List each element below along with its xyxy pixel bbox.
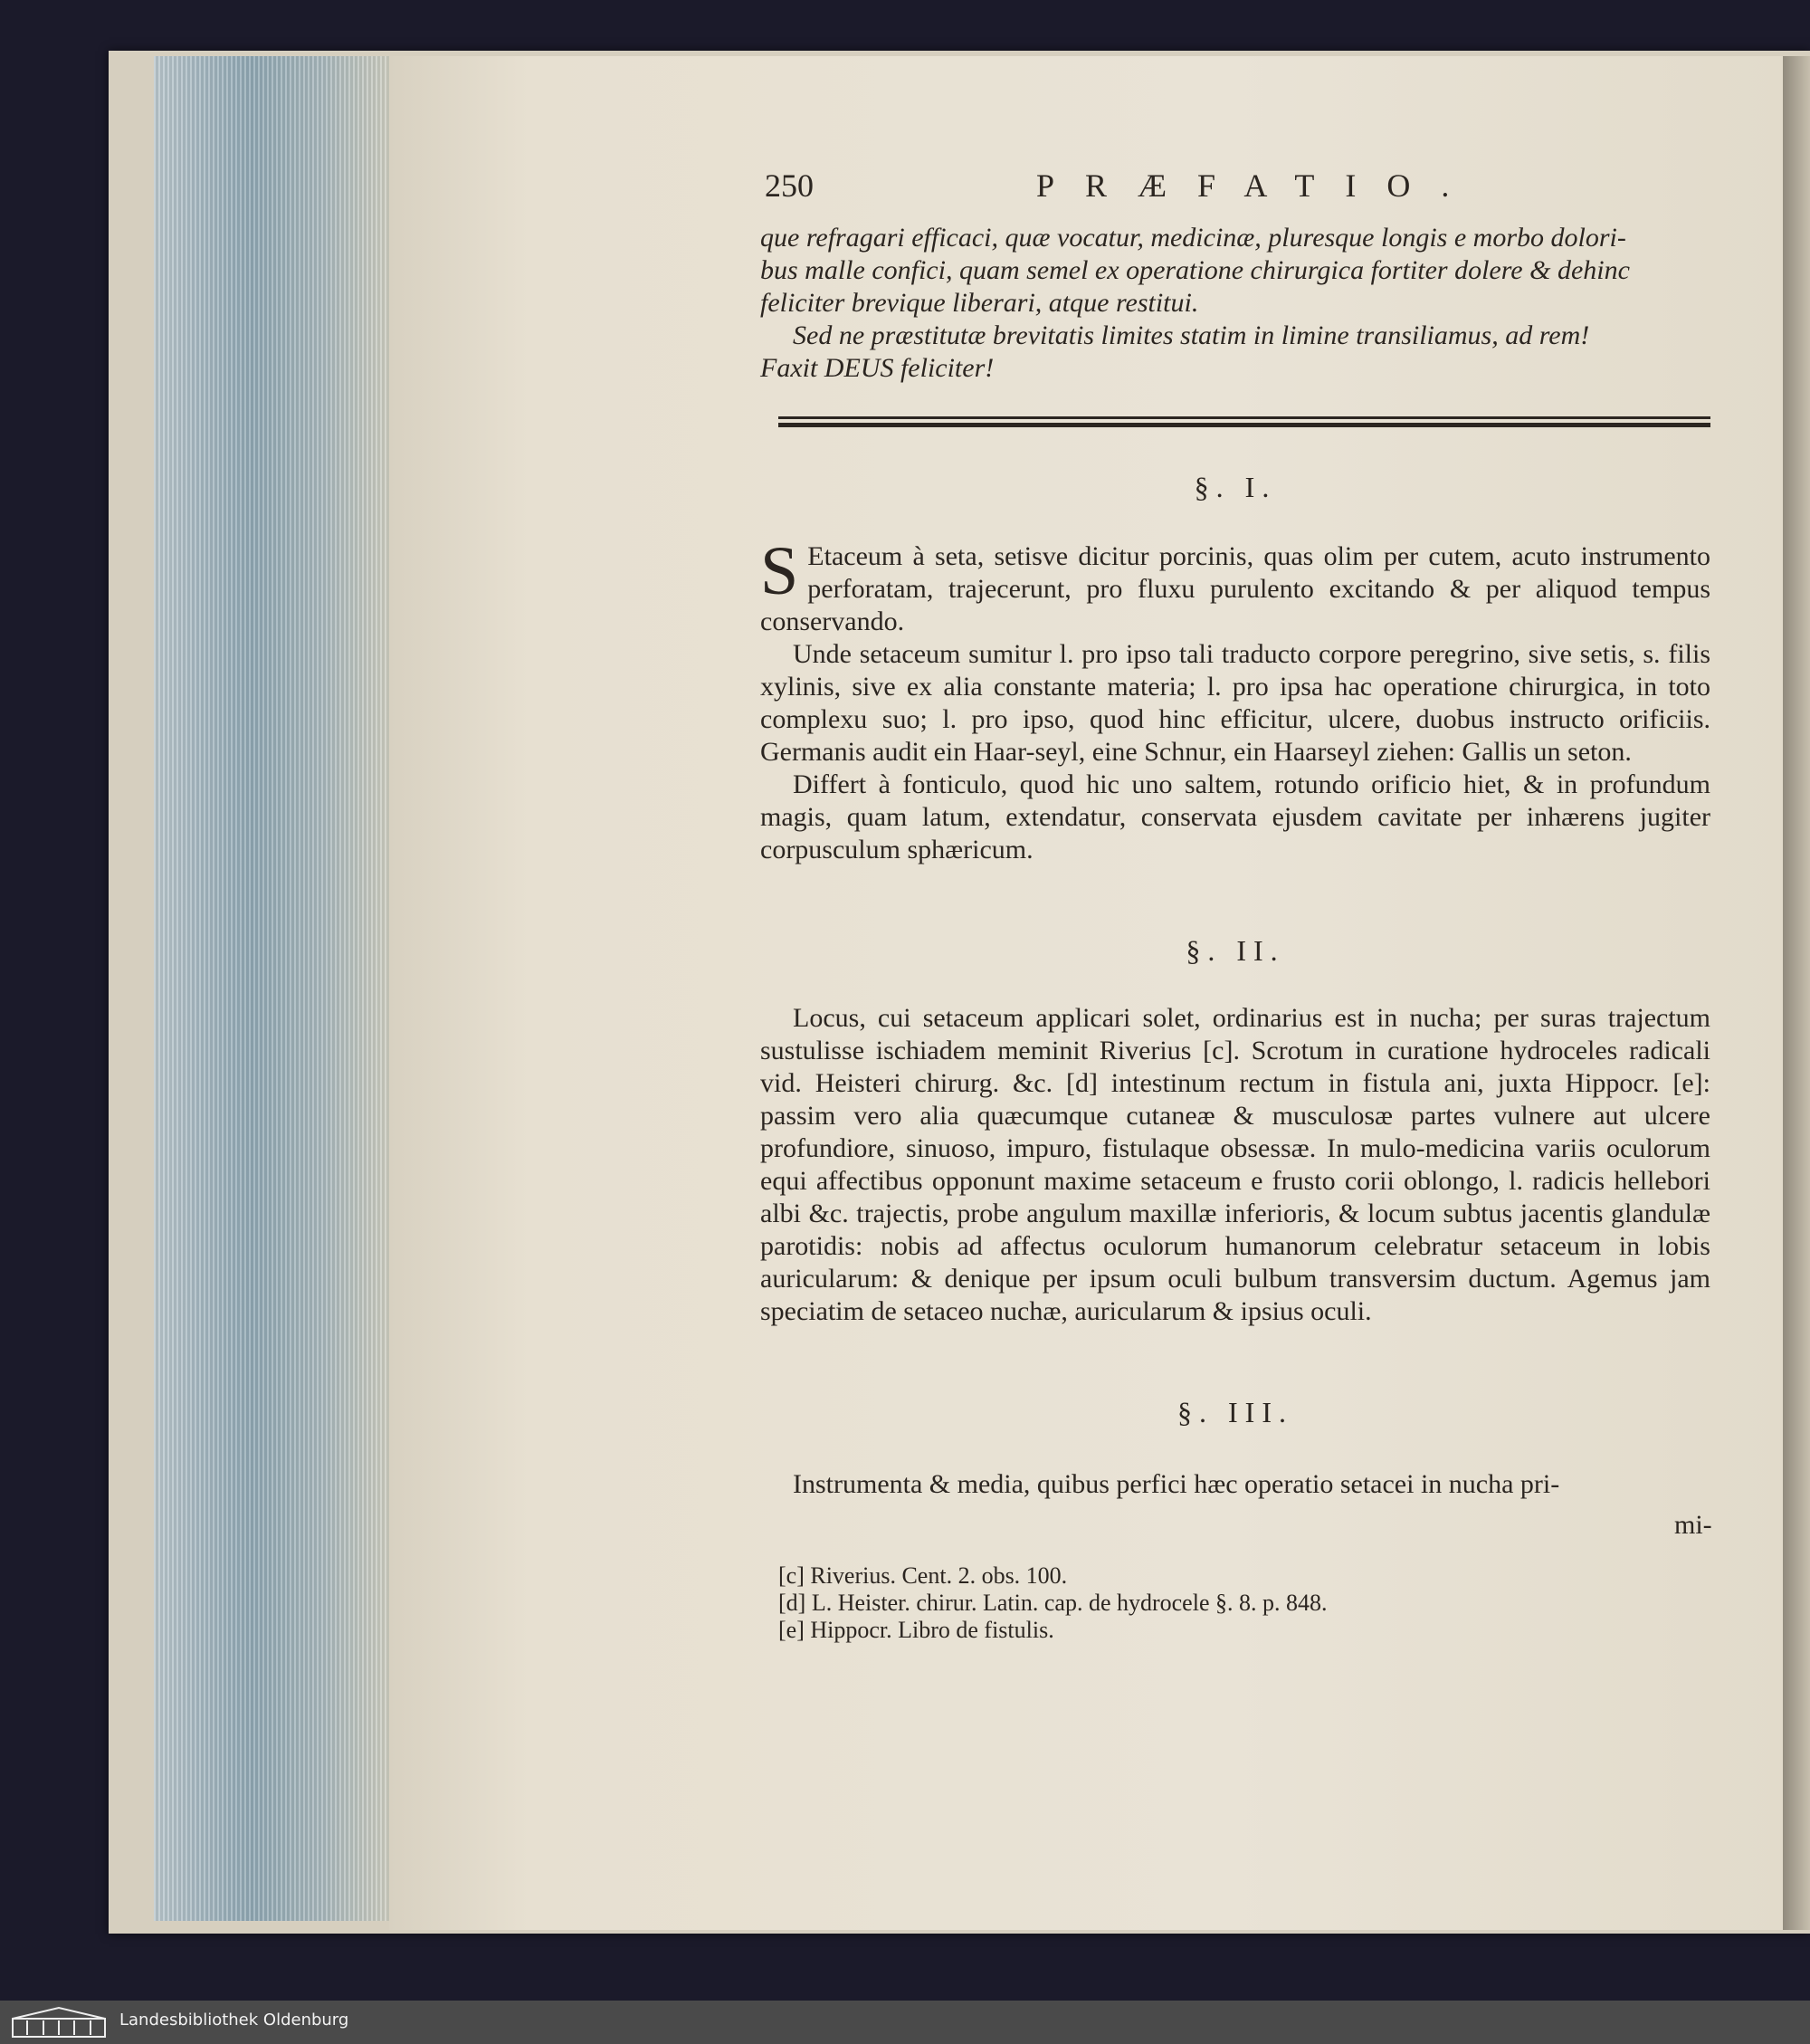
- divider-rule: [778, 416, 1710, 427]
- footer-bar: [0, 2001, 1810, 2044]
- paragraph: Differt à fonticulo, quod hic uno saltem, rotundo orificio hiet, & in profundum magis, quam latum, extendatur, conservata ejusdem cavitate per inhærens jugiter corpusculum sphæricum.: [760, 769, 1710, 864]
- paragraph: [760, 533, 1710, 638]
- book-spine: [1781, 56, 1810, 1930]
- library-name[interactable]: Landesbibliothek Oldenburg: [119, 2011, 349, 2030]
- paragraph: Instrumenta & media, quibus perfici hæc operatio setacei in nucha pri-: [793, 1469, 1560, 1499]
- intro-line: Faxit DEUS feliciter!: [760, 353, 995, 383]
- footnote: [c] Riverius. Cent. 2. obs. 100.: [778, 1562, 1068, 1589]
- section-heading-3: §. III.: [1177, 1396, 1293, 1428]
- intro-line: que refragari efficaci, quæ vocatur, medicinæ, pluresque longis e morbo dolori-: [760, 223, 1626, 253]
- intro-line: bus malle confici, quam semel ex operatione chirurgica fortiter dolere & dehinc: [760, 255, 1630, 285]
- footnote: [d] L. Heister. chirur. Latin. cap. de hydrocele §. 8. p. 848.: [778, 1590, 1328, 1616]
- page-header: [765, 167, 1670, 221]
- paragraph-text: Etaceum à seta, setisve dicitur porcinis, quas olim per cutem, acuto instrumento perforatam, trajecerunt, pro fluxu purulento excitando & per aliquod tempus conservando.: [760, 541, 1710, 636]
- section-heading-2: §. II.: [1186, 934, 1285, 967]
- section-2-body: [760, 1002, 1710, 1328]
- intro-line: feliciter brevique liberari, atque restitui.: [760, 288, 1199, 318]
- intro-text: [760, 222, 1710, 385]
- page-edges: [154, 56, 400, 1921]
- catchword: mi-: [1674, 1510, 1712, 1540]
- book-page: [389, 56, 1783, 1930]
- footnote: [e] Hippocr. Libro de fistulis.: [778, 1617, 1054, 1643]
- section-1-body: [760, 533, 1710, 866]
- drop-cap: S: [760, 533, 799, 609]
- running-head: PRÆFATIO.: [1036, 167, 1481, 204]
- paragraph: Unde setaceum sumitur l. pro ipso tali traducto corpore peregrino, sive setis, s. filis xylinis, sive ex alia constante materia; l. pro ipsa hac operatione chirurgica, in toto complexu suo; l. pro ipso, quod hinc efficitur, ulcere, duobus instructo orificiis. Germanis audit ein Haar-seyl, eine Schnur, ein Haarseyl ziehen: Gallis un seton.: [760, 639, 1710, 767]
- section-3-body: [760, 1468, 1710, 1501]
- paragraph: Locus, cui setaceum applicari solet, ordinarius est in nucha; per suras trajectum sustulisse ischiadem meminit Riverius [c]. Scrotum in curatione hydroceles radicali vid. Heisteri chirurg. &c. [d] intestinum rectum in fistula ani, juxta Hippocr. [e]: passim vero alia quæcumque cutaneæ & musculosæ partes vulnere aut ulcere profundiore, sinuoso, impuro, fistulaque obsessæ. In mulo-medicina variis oculorum equi affectibus opponunt maxime setaceum e frusto corii oblongo, l. radicis hellebori albi &c. trajectis, probe angulum maxillæ inferioris, & locum subtus jacentis glandulæ parotidis: nobis ad affectus oculorum humanorum celebratur setaceum in lobis auricularum: & denique per ipsum oculi bulbum transversim ductum. Agemus jam speciatim de setaceo nuchæ, auricularum & ipsius oculi.: [760, 1003, 1710, 1326]
- footnotes: [778, 1562, 1502, 1644]
- intro-line: Sed ne præstitutæ brevitatis limites statim in limine transiliamus, ad rem!: [793, 320, 1590, 350]
- library-building-icon: [9, 2006, 109, 2039]
- section-heading-1: §. I.: [1194, 471, 1277, 503]
- page-number: 250: [765, 167, 814, 204]
